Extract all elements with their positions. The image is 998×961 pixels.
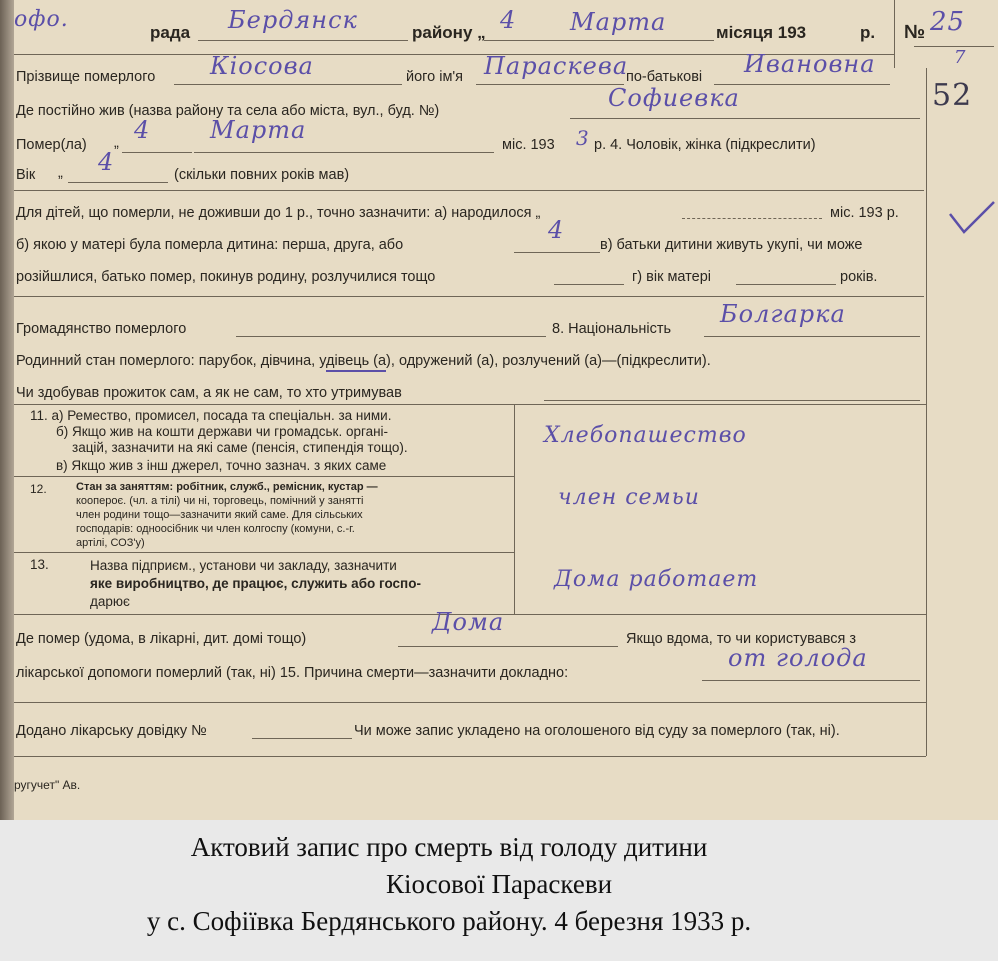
died-label: Помер(ла)	[16, 137, 87, 153]
row13-line1: Назва підприєм., установи чи закладу, зазначити	[90, 558, 397, 573]
row11-a: 11. а) Ремество, промисел, посада та спеціальн. за ними.	[30, 408, 392, 423]
record-number: 25	[930, 7, 966, 37]
header-month: Марта	[570, 8, 667, 36]
children-line1-end: міс. 193 р.	[830, 205, 899, 221]
table-column-divider	[514, 404, 515, 614]
name-label: його ім'я	[406, 69, 464, 85]
medical-label: лікарської допомоги померлий (так, ні) 15. Причина смерти—зазначити докладно:	[16, 665, 569, 681]
children-parents-blank	[554, 284, 624, 285]
citizenship-label: Громадянство померлого	[16, 321, 187, 337]
nationality-underline	[704, 336, 920, 337]
died-quote-open: „	[114, 135, 119, 151]
children-line3-a: розійшлися, батько помер, покинув родину, розлучилися тощо	[16, 269, 436, 285]
table-rule-11	[14, 476, 514, 477]
section-rule-2	[14, 296, 924, 297]
caption-line-2: Кіосової Параскеви	[385, 869, 613, 899]
residence-underline	[570, 118, 920, 119]
month-label: місяця 193	[716, 23, 807, 42]
table-top-rule	[14, 404, 926, 405]
row13-num: 13.	[30, 557, 49, 572]
caption-line-3: у с. Софіївка Бердянського району. 4 березня 1933 р.	[146, 906, 752, 936]
died-day-underline	[122, 152, 192, 153]
citizenship-underline	[236, 336, 546, 337]
children-order-underline	[514, 252, 600, 253]
caption-line-1: Актовий запис про смерть від голоду дитини	[190, 832, 708, 862]
age-note: (скільки повних років мав)	[174, 167, 350, 183]
age-quote-open: „	[58, 165, 63, 181]
bottom-rule-1	[14, 702, 926, 703]
date-underline	[484, 40, 714, 41]
living-underline	[544, 400, 920, 401]
patronymic-underline	[714, 84, 890, 85]
row13-value: Дома работает	[554, 567, 759, 592]
death-place-value: Дома	[432, 608, 505, 636]
children-line2-b: в) батьки дитини живуть укупі, чи може	[600, 237, 863, 253]
surname-underline	[174, 84, 402, 85]
row12-line5: артілі, СОЗ'у)	[76, 537, 145, 549]
row11-b2: зацій, зазначити на які саме (пенсія, стипендія тощо).	[72, 440, 408, 455]
death-place-underline	[398, 646, 618, 647]
children-order-value: 4	[548, 216, 565, 244]
rada-label: рада	[150, 23, 191, 42]
surname-label: Прізвище померлого	[16, 69, 156, 85]
year-suffix: р.	[860, 23, 876, 42]
died-month-underline	[194, 152, 494, 153]
family-status-label: Родинний стан померлого: парубок, дівчина, удівець (а), одружений (а), розлучений (а)—(підкреслити).	[16, 353, 711, 369]
died-year-value: 3	[576, 126, 590, 150]
children-birth-blank	[682, 218, 822, 219]
check-mark-icon	[946, 200, 998, 240]
row11-b1: б) Якщо жив на кошти держави чи громадськ. органі-	[56, 424, 389, 439]
children-line1: Для дітей, що померли, не доживши до 1 р., точно зазначити: а) народилося „	[16, 205, 541, 221]
patronymic-label: по-батькові	[626, 69, 703, 85]
surname-value: Кіосова	[210, 52, 314, 80]
row11-c: в) Якщо жив з інш джерел, точно зазнач. з яких саме	[56, 458, 387, 473]
died-day: 4	[134, 116, 151, 144]
row12-line1: Стан за заняттям: робітник, служб., ремісник, кустар —	[76, 481, 378, 493]
children-line2-a: б) якою у матері була померла дитина: перша, друга, або	[16, 237, 404, 253]
children-line3-c: років.	[840, 269, 878, 285]
died-month: Марта	[210, 116, 307, 144]
row12-num: 12.	[30, 482, 47, 496]
row12-line4: господарів: одноосібник чи член колгоспу (комуни, с.-г.	[76, 523, 355, 535]
rada-value: Бердянск	[228, 6, 358, 34]
row12-line3: член родини тощо—зазначити який саме. Для сільських	[76, 509, 363, 521]
section-rule-1	[14, 190, 924, 191]
cause-value: от голода	[728, 644, 868, 672]
residence-label: Де постійно жив (назва району та села або міста, вул., буд. №)	[16, 103, 440, 119]
age-underline	[68, 182, 168, 183]
cause-underline	[702, 680, 920, 681]
header-left-handwriting: офо.	[14, 7, 69, 32]
death-place-label: Де помер (удома, в лікарні, дит. домі тощо)	[16, 631, 307, 647]
patronymic-value: Ивановна	[744, 50, 876, 78]
children-line3-b: г) вік матері	[632, 269, 711, 285]
nationality-value: Болгарка	[720, 300, 846, 328]
row13-line3: дарює	[90, 594, 130, 609]
side-number: 52	[932, 78, 973, 113]
name-underline	[476, 84, 624, 85]
number-label: №	[904, 22, 926, 43]
row12-value: член семьи	[558, 485, 700, 510]
margin-column-line	[926, 68, 927, 756]
age-label: Вік	[16, 167, 36, 183]
died-year-label: міс. 193	[502, 137, 555, 153]
family-status-underline	[326, 370, 386, 372]
died-sex-label: р. 4. Чоловік, жінка (підкреслити)	[594, 137, 816, 153]
bottom-rule-2	[14, 756, 926, 757]
death-record-form	[14, 0, 998, 820]
name-value: Параскева	[484, 52, 629, 80]
footer-print: ругучет" Ав.	[14, 778, 81, 792]
rada-underline	[198, 40, 408, 41]
mother-age-blank	[736, 284, 836, 285]
number-box-divider	[894, 0, 895, 68]
certificate-label: Додано лікарську довідку №	[16, 723, 207, 739]
living-label: Чи здобував прожиток сам, а як не сам, то хто утримував	[16, 385, 402, 401]
nationality-label: 8. Національність	[552, 321, 672, 337]
row13-line2: яке виробництво, де працює, служить або госпо-	[90, 576, 421, 591]
row11-value: Хлебопашество	[544, 423, 747, 448]
raion-label: району „	[412, 23, 486, 42]
age-value: 4	[98, 148, 115, 176]
court-label: Чи може запис укладено на оголошеного від суду за померлого (так, ні).	[354, 723, 840, 739]
residence-value: Софиевка	[608, 84, 740, 112]
header-day: 4	[500, 6, 517, 34]
row12-line2: коопероє. (чл. а тілі) чи ні, торговець, помічний у занятті	[76, 495, 364, 507]
record-number-sub: 7	[954, 47, 967, 68]
table-rule-12	[14, 552, 514, 553]
home-question: Якщо вдома, то чи користувався з	[626, 631, 857, 647]
certificate-underline	[252, 738, 352, 739]
